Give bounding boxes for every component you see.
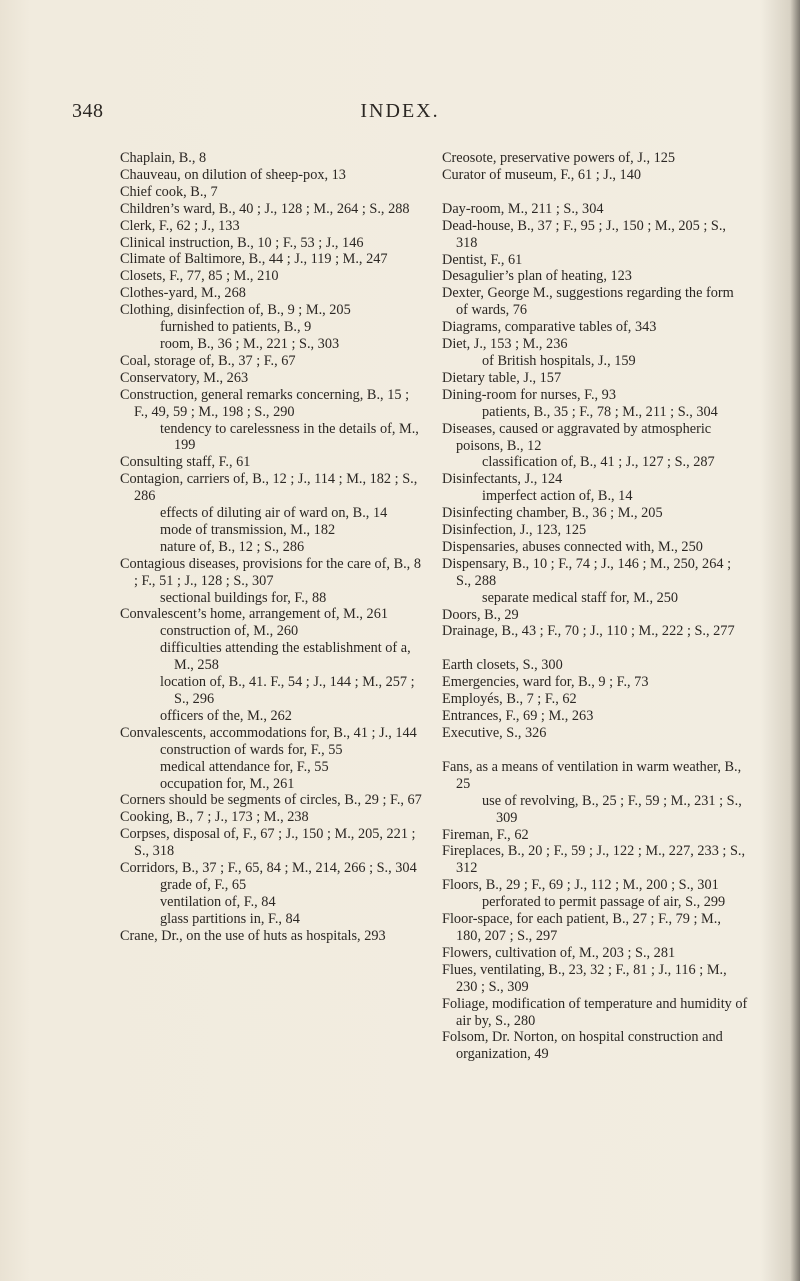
index-entry: Disinfection, J., 123, 125 <box>442 522 587 539</box>
index-entry: Day-room, M., 211 ; S., 304 <box>442 200 604 217</box>
running-title: INDEX. <box>360 100 440 122</box>
index-entry: Entrances, F., 69 ; M., 263 <box>442 708 594 725</box>
index-entry: Emergencies, ward for, B., 9 ; F., 73 <box>442 674 649 691</box>
index-entry: Disinfecting chamber, B., 36 ; M., 205 <box>442 505 663 522</box>
index-entry: Conservatory, M., 263 <box>120 369 249 386</box>
index-subentry: perforated to permit passage of air, S., 299 <box>482 894 726 911</box>
index-entry: Floors, B., 29 ; F., 69 ; J., 112 ; M., 200 ; S., 301 <box>442 877 719 894</box>
index-entry: Disinfectants, J., 124 <box>442 471 563 488</box>
index-subentry: patients, B., 35 ; F., 78 ; M., 211 ; S., 304 <box>482 403 718 420</box>
index-entry: Contagion, carriers of, B., 12 ; J., 114 ; M., 182 ; S., 286 <box>120 471 418 505</box>
index-entry: Fireplaces, B., 20 ; F., 59 ; J., 122 ; M., 227, 233 ; S., 312 <box>442 843 746 877</box>
index-subentry: grade of, F., 65 <box>160 876 247 893</box>
index-entry: Corridors, B., 37 ; F., 65, 84 ; M., 214, 266 ; S., 304 <box>120 860 417 877</box>
index-entry: Curator of museum, F., 61 ; J., 140 <box>442 166 642 183</box>
index-entry: Floor-space, for each patient, B., 27 ; F., 79 ; M., 180, 207 ; S., 297 <box>442 911 721 944</box>
index-entry: Convalescent’s home, arrangement of, M., 261 <box>120 606 388 623</box>
index-subentry: ventilation of, F., 84 <box>160 893 276 910</box>
index-entry: Employés, B., 7 ; F., 62 <box>442 691 577 708</box>
index-entry: Clinical instruction, B., 10 ; F., 53 ; J., 146 <box>120 234 364 251</box>
index-subentry: imperfect action of, B., 14 <box>482 488 633 505</box>
index-entry: Dentist, F., 61 <box>442 251 523 268</box>
index-entry: Coal, storage of, B., 37 ; F., 67 <box>120 352 296 369</box>
index-subentry: furnished to patients, B., 9 <box>160 319 312 336</box>
index-entry: Dead-house, B., 37 ; F., 95 ; J., 150 ; M., 205 ; S., 318 <box>442 217 727 251</box>
index-entry: Dietary table, J., 157 <box>442 369 562 386</box>
page-number: 348 <box>72 100 104 122</box>
index-subentry: mode of transmission, M., 182 <box>160 521 336 538</box>
index-subentry: difficulties attending the establishment of a, M., 258 <box>160 640 411 674</box>
index-entry: Fans, as a means of ventilation in warm weather, B., 25 <box>442 758 742 792</box>
index-subentry: glass partitions in, F., 84 <box>160 910 300 927</box>
index-entry: Diseases, caused or aggravated by atmospheric poisons, B., 12 <box>442 420 712 454</box>
index-entry: Corners should be segments of circles, B., 29 ; F., 67 <box>120 792 422 809</box>
index-entry: Foliage, modification of temperature and humidity of air by, S., 280 <box>442 995 748 1029</box>
index-subentry: use of revolving, B., 25 ; F., 59 ; M., 231 ; S., 309 <box>482 792 742 826</box>
index-entry: Corpses, disposal of, F., 67 ; J., 150 ; M., 205, 221 ; S., 318 <box>120 826 416 860</box>
index-entry: Diagrams, comparative tables of, 343 <box>442 319 657 336</box>
index-subentry: construction of wards for, F., 55 <box>160 741 343 758</box>
index-entry: Creosote, preservative powers of, J., 125 <box>442 150 676 166</box>
index-subentry: medical attendance for, F., 55 <box>160 758 329 775</box>
index-entry: Earth closets, S., 300 <box>442 657 563 674</box>
index-subentry: of British hospitals, J., 159 <box>482 352 636 369</box>
index-subentry: effects of diluting air of ward on, B., 14 <box>160 505 388 522</box>
index-subentry: sectional buildings for, F., 88 <box>160 589 327 606</box>
index-entry: Diet, J., 153 ; M., 236 <box>442 336 568 353</box>
index-entry: Folsom, Dr. Norton, on hospital construction and organization, 49 <box>442 1029 723 1063</box>
index-entry: Children’s ward, B., 40 ; J., 128 ; M., 264 ; S., 288 <box>120 200 410 217</box>
index-entry: Chaplain, B., 8 <box>120 150 207 166</box>
index-entry: Cooking, B., 7 ; J., 173 ; M., 238 <box>120 809 309 826</box>
index-entry: Flues, ventilating, B., 23, 32 ; F., 81 ; J., 116 ; M., 230 ; S., 309 <box>442 961 727 995</box>
index-entry: Chauveau, on dilution of sheep-pox, 13 <box>120 166 346 183</box>
index-subentry: construction of, M., 260 <box>160 623 299 640</box>
index-subentry: separate medical staff for, M., 250 <box>482 589 679 606</box>
index-entry: Drainage, B., 43 ; F., 70 ; J., 110 ; M., 222 ; S., 277 <box>442 623 735 640</box>
index-entry: Dispensary, B., 10 ; F., 74 ; J., 146 ; M., 250, 264 ; S., 288 <box>442 555 732 589</box>
index-entry: Climate of Baltimore, B., 44 ; J., 119 ; M., 247 <box>120 251 388 268</box>
index-entry: Chief cook, B., 7 <box>120 183 218 200</box>
index-column-right <box>442 150 748 1063</box>
index-entry: Contagious diseases, provisions for the care of, B., 8 ; F., 51 ; J., 128 ; S., 307 <box>120 555 421 589</box>
index-entry: Closets, F., 77, 85 ; M., 210 <box>120 268 279 285</box>
index-subentry: tendency to carelessness in the details of, M., 199 <box>160 420 419 454</box>
index-subentry: occupation for, M., 261 <box>160 775 295 792</box>
index-entry: Dispensaries, abuses connected with, M., 250 <box>442 538 703 555</box>
index-entry: Dining-room for nurses, F., 93 <box>442 386 616 403</box>
index-subentry: officers of the, M., 262 <box>160 707 292 724</box>
index-entry: Doors, B., 29 <box>442 606 519 623</box>
index-subentry: nature of, B., 12 ; S., 286 <box>160 538 305 555</box>
index-column-left <box>120 150 426 945</box>
index-entry: Clerk, F., 62 ; J., 133 <box>120 217 240 234</box>
index-entry: Crane, Dr., on the use of huts as hospitals, 293 <box>120 927 386 944</box>
index-subentry: room, B., 36 ; M., 221 ; S., 303 <box>160 335 340 352</box>
index-entry: Clothing, disinfection of, B., 9 ; M., 205 <box>120 302 351 319</box>
index-subentry: classification of, B., 41 ; J., 127 ; S., 287 <box>482 454 715 471</box>
index-entry: Executive, S., 326 <box>442 725 547 741</box>
index-entry: Consulting staff, F., 61 <box>120 454 251 471</box>
index-entry: Fireman, F., 62 <box>442 826 529 843</box>
index-entry: Dexter, George M., suggestions regarding the form of wards, 76 <box>442 285 734 319</box>
index-entry: Flowers, cultivation of, M., 203 ; S., 281 <box>442 944 676 961</box>
index-entry: Desagulier’s plan of heating, 123 <box>442 268 632 285</box>
index-subentry: location of, B., 41. F., 54 ; J., 144 ; M., 257 ; S., 296 <box>160 674 415 707</box>
index-entry: Convalescents, accommodations for, B., 41 ; J., 144 <box>120 724 417 741</box>
index-entry: Construction, general remarks concerning, B., 15 ; F., 49, 59 ; M., 198 ; S., 290 <box>120 386 410 420</box>
index-entry: Clothes-yard, M., 268 <box>120 285 246 302</box>
